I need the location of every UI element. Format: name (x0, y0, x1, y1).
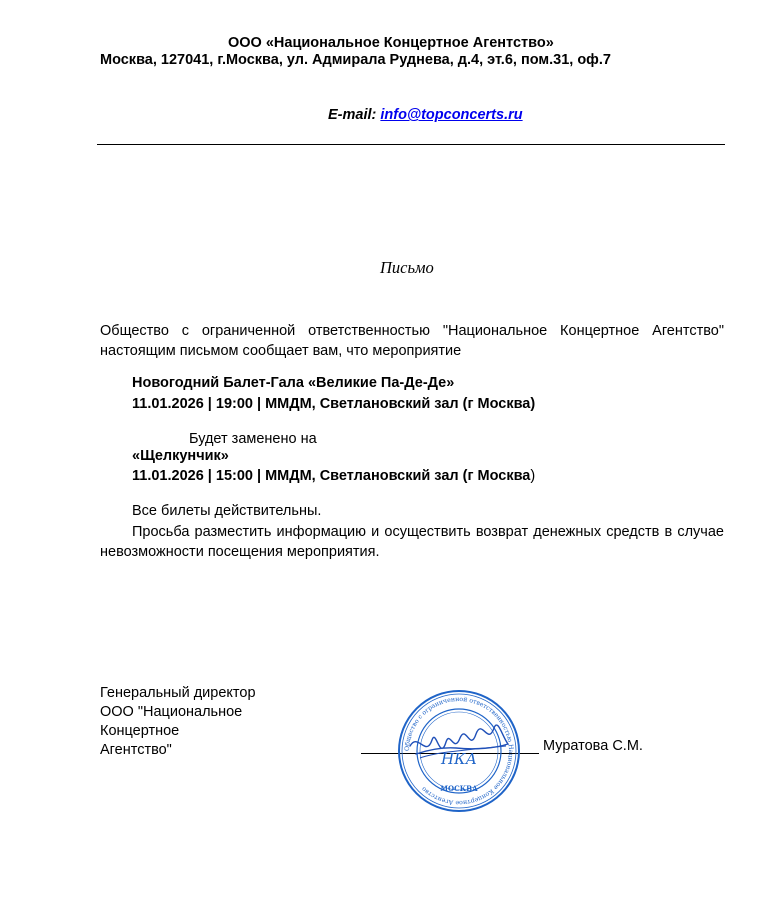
email-link[interactable]: info@topconcerts.ru (380, 107, 523, 123)
replaced-text: Будет заменено на (189, 431, 317, 447)
company-name: ООО «Национальное Концертное Агентство» (228, 35, 554, 51)
signatory-name: Муратова С.М. (543, 738, 643, 754)
signatory-position (100, 684, 256, 760)
position-line: Агентство" (100, 742, 172, 758)
new-event-name: «Щелкунчик» (132, 448, 229, 464)
position-line: Концертное (100, 723, 180, 739)
position-line: Генеральный директор (100, 685, 256, 701)
letter-title: Письмо (380, 258, 434, 277)
company-stamp (396, 688, 522, 814)
stamp-ring-text: Общество с ограниченной ответственностью Национальное Концертное Агентство (403, 695, 515, 807)
header-divider (97, 144, 725, 145)
new-event-details: 11.01.2026 | 15:00 | ММДМ, Светлановский зал (г Москва (132, 468, 531, 484)
position-line: ООО "Национальное (100, 704, 243, 720)
email-line (328, 107, 523, 123)
tickets-valid-text: Все билеты действительны. (132, 503, 322, 519)
new-event-close-paren: ) (530, 468, 536, 484)
new-event-line (132, 468, 535, 484)
company-address: Москва, 127041, г.Москва, ул. Адмирала Руднева, д.4, эт.6, пом.31, оф.7 (100, 52, 611, 68)
original-event-name: Новогодний Балет-Гала «Великие Па-Де-Де» (132, 375, 455, 391)
stamp-center-text: НКА (440, 750, 478, 768)
stamp-city: МОСКВА (440, 784, 478, 793)
original-event-details: 11.01.2026 | 19:00 | ММДМ, Светлановский зал (г Москва) (132, 396, 536, 412)
request-paragraph: Просьба разместить информацию и осуществить возврат денежных средств в случае невозможности посещения мероприятия. (100, 524, 724, 560)
email-label: E-mail: (328, 107, 377, 123)
intro-paragraph: Общество с ограниченной ответственностью "Национальное Концертное Агентство" настоящим письмом сообщает вам, что мероприятие (100, 323, 724, 359)
